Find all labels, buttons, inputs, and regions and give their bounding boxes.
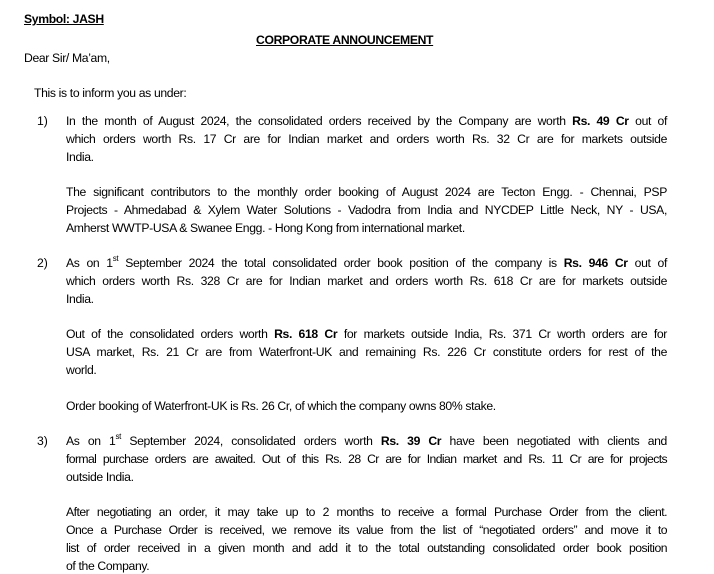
item3-para1-line1	[66, 434, 667, 448]
text-span: USA market, Rs. 21 Cr are from Waterfront-UK and remaining Rs. 226 Cr constitute orders for rest of the	[66, 345, 667, 359]
item3-para2-line2	[66, 523, 667, 537]
item2-para2-line1	[66, 327, 667, 341]
text-span: out of	[628, 114, 667, 128]
text-span: Projects - Ahmedabad & Xylem Water Solutions - Vadodra from India and NYCDEP Little Neck, NY - USA,	[66, 203, 667, 217]
item1-para1-line3: India.	[66, 150, 94, 164]
item-number: 1)	[37, 114, 48, 128]
text-span: have been negotiated with clients and	[441, 434, 667, 448]
text-span: Once a Purchase Order is received, we remove its value from the list of “negotiated orders” and move it to	[66, 523, 667, 537]
text-span: for markets outside India, Rs. 371 Cr worth orders are for	[337, 327, 668, 341]
order-value-highlight: Rs. 946 Cr	[563, 256, 628, 270]
text-span: formal purchase orders are awaited. Out of this Rs. 28 Cr are for Indian market and Rs. 11 Cr are for projects	[66, 452, 667, 466]
item2-para1-line1	[66, 256, 667, 270]
item-number: 3)	[37, 434, 48, 448]
text-span: In the month of August 2024, the consolidated orders received by the Company are worth	[66, 114, 573, 128]
text-span: As on 1	[66, 434, 116, 448]
order-value-highlight: Rs. 618 Cr	[274, 327, 338, 341]
symbol-label: Symbol: JASH	[24, 12, 104, 26]
item1-para2-line3: Amherst WWTP-USA & Swanee Engg. - Hong Kong from international market.	[66, 221, 465, 235]
item2-para3-line1: Order booking of Waterfront-UK is Rs. 26 Cr, of which the company owns 80% stake.	[66, 399, 496, 413]
intro-text: This is to inform you as under:	[34, 86, 187, 100]
text-span: After negotiating an order, it may take up to 2 months to receive a formal Purchase Order from the client.	[66, 505, 667, 519]
text-span: which orders worth Rs. 17 Cr are for Indian market and orders worth Rs. 32 Cr are for markets outside	[66, 132, 667, 146]
ordinal-suffix: st	[112, 254, 119, 263]
text-span: The significant contributors to the monthly order booking of August 2024 are Tecton Engg. - Chennai, PSP	[66, 185, 667, 199]
item1-para1-line1	[66, 114, 667, 128]
item3-para1-line3: outside India.	[66, 470, 134, 484]
item2-para1-line3: India.	[66, 292, 94, 306]
item1-para1-line2	[66, 132, 667, 146]
item3-para2-line4: of the Company.	[66, 559, 150, 573]
text-span: September 2024 the total consolidated order book position of the company is	[118, 256, 564, 270]
item3-para2-line3	[66, 541, 667, 555]
item2-para1-line2	[66, 274, 667, 288]
item3-para1-line2	[66, 452, 667, 466]
salutation: Dear Sir/ Ma’am,	[24, 51, 110, 65]
item1-para2-line1	[66, 185, 667, 199]
text-span: list of order received in a given month and add it to the total outstanding consolidated order book position	[66, 541, 667, 555]
text-span: As on 1	[66, 256, 113, 270]
ordinal-suffix: st	[115, 432, 121, 441]
text-span: out of	[627, 256, 667, 270]
item3-para2-line1	[66, 505, 667, 519]
text-span: September 2024, consolidated orders worth	[121, 434, 381, 448]
order-value-highlight: Rs. 39 Cr	[380, 434, 442, 448]
document-title: CORPORATE ANNOUNCEMENT	[256, 33, 434, 47]
item-number: 2)	[37, 256, 48, 270]
text-span: Out of the consolidated orders worth	[66, 327, 275, 341]
order-value-highlight: Rs. 49 Cr	[572, 114, 629, 128]
item1-para2-line2	[66, 203, 667, 217]
text-span: which orders worth Rs. 328 Cr are for Indian market and orders worth Rs. 618 Cr are for markets outside	[66, 274, 667, 288]
item2-para2-line3: world.	[66, 363, 97, 377]
item2-para2-line2	[66, 345, 667, 359]
